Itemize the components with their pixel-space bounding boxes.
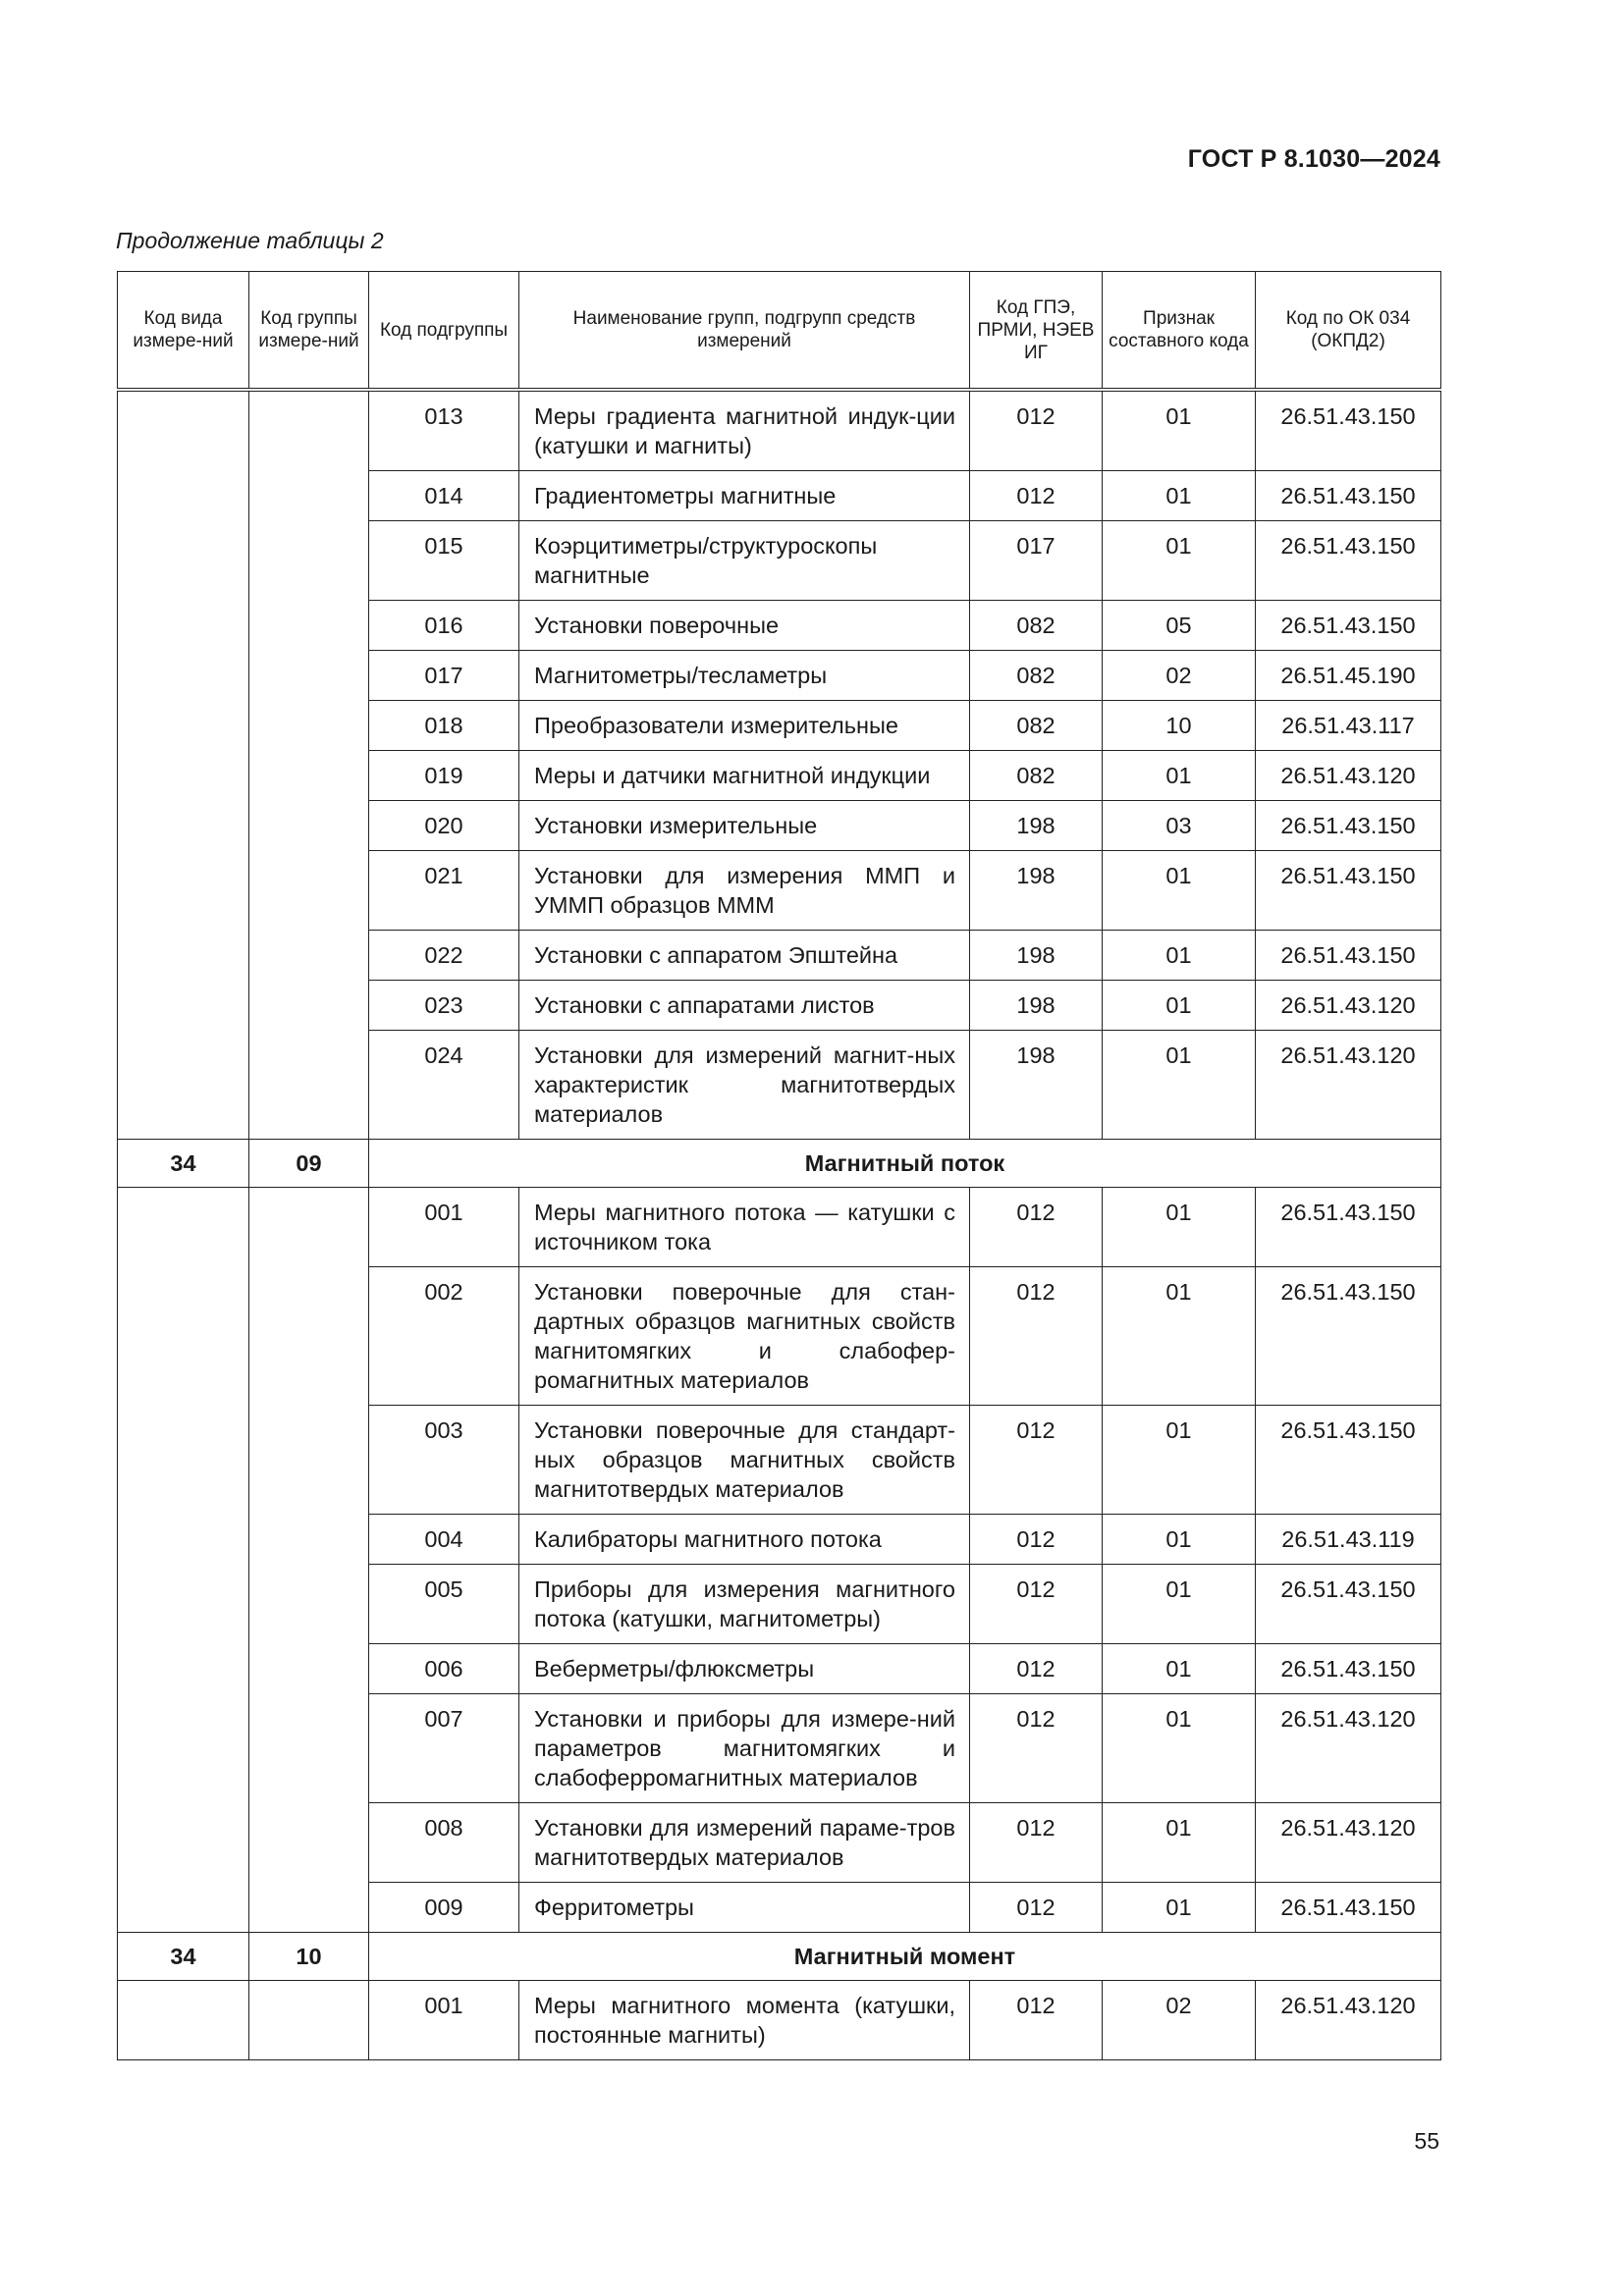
subgroup-code: 005	[369, 1565, 519, 1644]
subgroup-code: 001	[369, 1981, 519, 2060]
subgroup-name: Установки для измерения ММП и УММП образцов МММ	[519, 851, 970, 931]
column-header: Код группы измере-ний	[249, 272, 369, 391]
okpd-code: 26.51.43.150	[1256, 471, 1441, 521]
subgroup-name: Установки поверочные для стандарт-ных образцов магнитных свойств магнитотвердых материалов	[519, 1406, 970, 1515]
composite-flag: 01	[1103, 1644, 1256, 1694]
composite-flag: 01	[1103, 521, 1256, 601]
okpd-code: 26.51.43.150	[1256, 801, 1441, 851]
subgroup-name: Градиентометры магнитные	[519, 471, 970, 521]
subgroup-name: Установки поверочные для стан-дартных образцов магнитных свойств магнитомягких и слабофер-ромагнитных материалов	[519, 1267, 970, 1406]
gpe-code: 082	[970, 601, 1103, 651]
subgroup-code: 024	[369, 1031, 519, 1140]
subgroup-name: Установки для измерений магнит-ных характеристик магнитотвердых материалов	[519, 1031, 970, 1140]
subgroup-code: 022	[369, 931, 519, 981]
gpe-code: 082	[970, 701, 1103, 751]
subgroup-name: Меры градиента магнитной индук-ции (катушки и магниты)	[519, 390, 970, 471]
composite-flag: 01	[1103, 1188, 1256, 1267]
subgroup-code: 002	[369, 1267, 519, 1406]
subgroup-code: 017	[369, 651, 519, 701]
gpe-code: 012	[970, 1694, 1103, 1803]
empty-type-cell	[118, 1188, 249, 1933]
gpe-code: 012	[970, 390, 1103, 471]
composite-flag: 01	[1103, 390, 1256, 471]
composite-flag: 01	[1103, 931, 1256, 981]
composite-flag: 01	[1103, 1406, 1256, 1515]
subgroup-name: Меры магнитного потока — катушки с источником тока	[519, 1188, 970, 1267]
composite-flag: 02	[1103, 1981, 1256, 2060]
okpd-code: 26.51.43.150	[1256, 1406, 1441, 1515]
column-header: Код вида измере-ний	[118, 272, 249, 391]
subgroup-name: Веберметры/флюксметры	[519, 1644, 970, 1694]
gpe-code: 012	[970, 1981, 1103, 2060]
gpe-code: 012	[970, 1188, 1103, 1267]
subgroup-name: Преобразователи измерительные	[519, 701, 970, 751]
okpd-code: 26.51.43.150	[1256, 390, 1441, 471]
section-title: Магнитный момент	[369, 1933, 1441, 1981]
subgroup-name: Ферритометры	[519, 1883, 970, 1933]
composite-flag: 01	[1103, 1565, 1256, 1644]
okpd-code: 26.51.43.150	[1256, 851, 1441, 931]
gpe-code: 082	[970, 651, 1103, 701]
subgroup-name: Установки поверочные	[519, 601, 970, 651]
composite-flag: 02	[1103, 651, 1256, 701]
gpe-code: 012	[970, 1803, 1103, 1883]
okpd-code: 26.51.43.120	[1256, 1031, 1441, 1140]
subgroup-code: 006	[369, 1644, 519, 1694]
gpe-code: 012	[970, 471, 1103, 521]
subgroup-name: Установки измерительные	[519, 801, 970, 851]
subgroup-code: 018	[369, 701, 519, 751]
subgroup-code: 023	[369, 981, 519, 1031]
gpe-code: 198	[970, 1031, 1103, 1140]
okpd-code: 26.51.43.120	[1256, 1981, 1441, 2060]
section-header-row	[118, 1140, 1441, 1188]
composite-flag: 03	[1103, 801, 1256, 851]
okpd-code: 26.51.43.150	[1256, 1565, 1441, 1644]
gpe-code: 198	[970, 851, 1103, 931]
composite-flag: 10	[1103, 701, 1256, 751]
table-row	[118, 1188, 1441, 1267]
classification-table	[117, 271, 1441, 2060]
gpe-code: 012	[970, 1406, 1103, 1515]
empty-group-cell	[249, 1188, 369, 1933]
subgroup-name: Установки и приборы для измере-ний параметров магнитомягких и слабоферромагнитных материалов	[519, 1694, 970, 1803]
okpd-code: 26.51.43.150	[1256, 521, 1441, 601]
section-group-code: 10	[249, 1933, 369, 1981]
subgroup-code: 015	[369, 521, 519, 601]
composite-flag: 05	[1103, 601, 1256, 651]
subgroup-code: 019	[369, 751, 519, 801]
table-row	[118, 1981, 1441, 2060]
subgroup-code: 007	[369, 1694, 519, 1803]
composite-flag: 01	[1103, 1515, 1256, 1565]
okpd-code: 26.51.43.119	[1256, 1515, 1441, 1565]
empty-type-cell	[118, 1981, 249, 2060]
okpd-code: 26.51.43.120	[1256, 981, 1441, 1031]
table-row	[118, 390, 1441, 471]
subgroup-code: 014	[369, 471, 519, 521]
composite-flag: 01	[1103, 471, 1256, 521]
column-header: Код подгруппы	[369, 272, 519, 391]
subgroup-name: Меры магнитного момента (катушки, постоянные магниты)	[519, 1981, 970, 2060]
okpd-code: 26.51.43.120	[1256, 751, 1441, 801]
composite-flag: 01	[1103, 1694, 1256, 1803]
gpe-code: 017	[970, 521, 1103, 601]
table-caption: Продолжение таблицы 2	[116, 228, 384, 253]
empty-type-cell	[118, 390, 249, 1140]
subgroup-code: 008	[369, 1803, 519, 1883]
subgroup-name: Меры и датчики магнитной индукции	[519, 751, 970, 801]
okpd-code: 26.51.43.150	[1256, 1267, 1441, 1406]
okpd-code: 26.51.43.120	[1256, 1694, 1441, 1803]
gpe-code: 198	[970, 801, 1103, 851]
table-body	[118, 272, 1441, 2060]
gpe-code: 198	[970, 981, 1103, 1031]
section-title: Магнитный поток	[369, 1140, 1441, 1188]
section-header-row	[118, 1933, 1441, 1981]
section-type-code: 34	[118, 1933, 249, 1981]
gpe-code: 012	[970, 1565, 1103, 1644]
section-type-code: 34	[118, 1140, 249, 1188]
gpe-code: 012	[970, 1267, 1103, 1406]
subgroup-name: Коэрцитиметры/структуроскопы магнитные	[519, 521, 970, 601]
subgroup-name: Магнитометры/тесламетры	[519, 651, 970, 701]
empty-group-cell	[249, 390, 369, 1140]
subgroup-code: 009	[369, 1883, 519, 1933]
subgroup-code: 020	[369, 801, 519, 851]
section-group-code: 09	[249, 1140, 369, 1188]
column-header: Наименование групп, подгрупп средств измерений	[519, 272, 970, 391]
empty-group-cell	[249, 1981, 369, 2060]
subgroup-name: Калибраторы магнитного потока	[519, 1515, 970, 1565]
subgroup-name: Установки с аппаратом Эпштейна	[519, 931, 970, 981]
subgroup-name: Установки с аппаратами листов	[519, 981, 970, 1031]
subgroup-name: Приборы для измерения магнитного потока (катушки, магнитометры)	[519, 1565, 970, 1644]
gpe-code: 082	[970, 751, 1103, 801]
okpd-code: 26.51.43.150	[1256, 1883, 1441, 1933]
column-header: Код по ОК 034 (ОКПД2)	[1256, 272, 1441, 391]
composite-flag: 01	[1103, 751, 1256, 801]
subgroup-name: Установки для измерений параме-тров магнитотвердых материалов	[519, 1803, 970, 1883]
okpd-code: 26.51.43.117	[1256, 701, 1441, 751]
composite-flag: 01	[1103, 1031, 1256, 1140]
composite-flag: 01	[1103, 851, 1256, 931]
subgroup-code: 004	[369, 1515, 519, 1565]
subgroup-code: 003	[369, 1406, 519, 1515]
okpd-code: 26.51.43.150	[1256, 1644, 1441, 1694]
composite-flag: 01	[1103, 1803, 1256, 1883]
subgroup-code: 016	[369, 601, 519, 651]
column-header: Признак составного кода	[1103, 272, 1256, 391]
table-header-row	[118, 272, 1441, 391]
gpe-code: 012	[970, 1883, 1103, 1933]
page-number: 55	[1414, 2128, 1439, 2154]
gpe-code: 012	[970, 1515, 1103, 1565]
composite-flag: 01	[1103, 981, 1256, 1031]
subgroup-code: 013	[369, 390, 519, 471]
gpe-code: 198	[970, 931, 1103, 981]
okpd-code: 26.51.45.190	[1256, 651, 1441, 701]
okpd-code: 26.51.43.150	[1256, 931, 1441, 981]
okpd-code: 26.51.43.150	[1256, 601, 1441, 651]
subgroup-code: 021	[369, 851, 519, 931]
column-header: Код ГПЭ, ПРМИ, НЭЕВ ИГ	[970, 272, 1103, 391]
composite-flag: 01	[1103, 1267, 1256, 1406]
gpe-code: 012	[970, 1644, 1103, 1694]
okpd-code: 26.51.43.150	[1256, 1188, 1441, 1267]
okpd-code: 26.51.43.120	[1256, 1803, 1441, 1883]
standard-designation: ГОСТ Р 8.1030—2024	[1187, 145, 1440, 173]
composite-flag: 01	[1103, 1883, 1256, 1933]
subgroup-code: 001	[369, 1188, 519, 1267]
